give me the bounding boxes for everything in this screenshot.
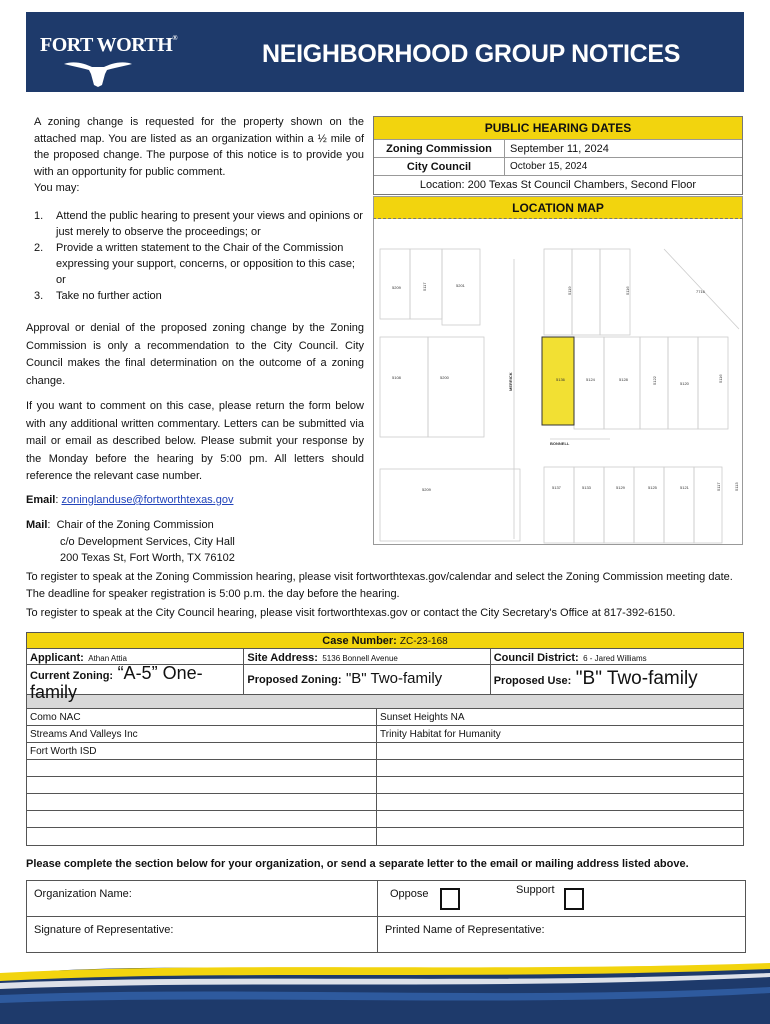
organizations-list — [27, 709, 743, 845]
position-cell — [378, 881, 745, 916]
page-title: NEIGHBORHOOD GROUP NOTICES — [262, 40, 681, 68]
svg-text:5116: 5116 — [718, 374, 723, 383]
svg-text:5128: 5128 — [619, 377, 628, 382]
page-header — [26, 12, 744, 92]
support-checkbox[interactable] — [564, 888, 584, 910]
table-row — [27, 828, 743, 845]
svg-text:5125: 5125 — [648, 485, 657, 490]
svg-text:5113: 5113 — [734, 482, 739, 491]
svg-text:5133: 5133 — [582, 485, 591, 490]
list-item: 1. Attend the public hearing to present your views and opinions or just merely to observe the proceedings; or — [34, 210, 363, 238]
organization-cell: Fort Worth ISD — [27, 743, 377, 759]
table-row — [27, 794, 743, 811]
you-may-label: You may: — [34, 182, 80, 194]
organization-cell — [27, 828, 377, 845]
city-council-row: City Council October 15, 2024 — [374, 158, 742, 176]
list-item: 3. Take no further action — [34, 290, 162, 302]
oppose-checkbox[interactable] — [440, 888, 460, 910]
hearing-dates-table — [373, 116, 743, 195]
svg-text:MERRICK: MERRICK — [508, 372, 513, 391]
case-table — [26, 632, 744, 846]
organization-cell: Como NAC — [27, 709, 377, 725]
location-map-heading: LOCATION MAP — [373, 196, 743, 219]
organization-cell: Trinity Habitat for Humanity — [380, 729, 501, 740]
svg-text:5201: 5201 — [456, 283, 465, 288]
organization-cell — [27, 760, 377, 776]
svg-text:7716: 7716 — [696, 289, 705, 294]
oppose-label: Oppose — [390, 888, 429, 900]
email-line: Email: zoninglanduse@fortworthtexas.gov — [26, 494, 234, 506]
signature-field[interactable]: Signature of Representative: — [27, 917, 378, 953]
grey-divider — [27, 695, 743, 709]
form-row — [27, 881, 745, 917]
organization-cell — [377, 794, 743, 810]
comment-paragraph: If you want to comment on this case, please return the form below with any additional written commentary. Letters can be submitted via mail or email as described below. Please submit your response by the Monday before the hearing by 5:00 pm. All letters should reference the relevant case number. — [26, 400, 364, 482]
register-zoning-text: To register to speak at the Zoning Commission hearing, please visit fortworthtexas.gov/calendar and select the Zoning Commission meeting date. The deadline for speaker registration is 5:00 p.m. the day before the hearing. — [26, 571, 733, 600]
svg-text:5122: 5122 — [652, 376, 657, 385]
organization-cell — [377, 777, 743, 793]
longhorn-icon — [62, 58, 134, 88]
svg-text:5108: 5108 — [392, 375, 401, 380]
organization-name-field[interactable]: Organization Name: — [27, 881, 378, 916]
form-row — [27, 917, 745, 953]
list-item: 2. Provide a written statement to the Chair of the Commission expressing your support, concerns, or opposition to this case; or — [34, 242, 355, 286]
form-instruction: Please complete the section below for your organization, or send a separate letter to the email or mailing address listed above. — [26, 858, 689, 870]
table-row — [27, 726, 743, 743]
response-form — [26, 880, 746, 953]
table-row — [27, 743, 743, 760]
svg-text:5116: 5116 — [625, 286, 630, 295]
support-label: Support — [516, 884, 555, 896]
svg-text:BONNELL: BONNELL — [550, 441, 570, 446]
hearing-location: Location: 200 Texas St Council Chambers, Second Floor — [419, 179, 697, 191]
svg-text:5209: 5209 — [392, 285, 401, 290]
zoning-row: Current Zoning: “A-5” One-family Proposed Zoning: "B" Two-family Proposed Use: "B" Two-family — [27, 665, 743, 695]
zoning-commission-row: Zoning Commission September 11, 2024 — [374, 140, 742, 158]
intro-text — [34, 114, 364, 197]
organization-cell — [27, 777, 377, 793]
svg-text:5117: 5117 — [422, 282, 427, 291]
hearing-heading: PUBLIC HEARING DATES — [374, 117, 742, 140]
svg-text:5209: 5209 — [422, 487, 431, 492]
organization-cell — [377, 760, 743, 776]
case-number-bar: Case Number: ZC-23-168 — [27, 633, 743, 649]
options-list — [34, 208, 364, 304]
svg-text:5120: 5120 — [680, 381, 689, 386]
email-link[interactable]: zoninglanduse@fortworthtexas.gov — [61, 494, 234, 506]
organization-cell — [27, 811, 377, 827]
table-row — [27, 709, 743, 726]
svg-text:5136: 5136 — [556, 377, 565, 382]
intro-paragraph: A zoning change is requested for the property shown on the attached map. You are listed as an organization within a ½ mile of the proposed change. The purpose of this notice is to provide you with an opportunity for public comment. — [34, 116, 364, 178]
map-drawing — [374, 219, 743, 545]
footer-swoosh — [0, 955, 770, 1024]
svg-text:5124: 5124 — [586, 377, 595, 382]
organization-cell — [377, 743, 743, 759]
register-council-text: To register to speak at the City Council hearing, please visit fortworthtexas.gov or contact the City Secretary's Office at 817-392-6150. — [26, 607, 676, 619]
organization-cell — [377, 811, 743, 827]
table-row — [27, 760, 743, 777]
svg-text:5200: 5200 — [440, 375, 449, 380]
table-row — [27, 811, 743, 828]
svg-text:5117: 5117 — [716, 482, 721, 491]
organization-cell: Streams And Valleys Inc — [27, 726, 377, 742]
svg-text:5137: 5137 — [552, 485, 561, 490]
organization-cell — [27, 794, 377, 810]
mail-address: Mail: Chair of the Zoning Commission c/o Development Services, City Hall 200 Texas St, Fort Worth, TX 76102 — [26, 519, 235, 564]
printed-name-field[interactable]: Printed Name of Representative: — [385, 924, 545, 936]
svg-text:5121: 5121 — [680, 485, 689, 490]
svg-text:5119: 5119 — [567, 286, 572, 295]
fort-worth-logo: FORT WORTH® — [40, 34, 178, 56]
organization-cell — [377, 828, 743, 845]
approval-paragraph: Approval or denial of the proposed zoning change by the Zoning Commission is only a recommendation to the City Council. City Council makes the final determination on the outcome of a zoning change. — [26, 322, 364, 387]
organization-cell: Sunset Heights NA — [380, 712, 465, 723]
location-map — [373, 219, 743, 545]
table-row — [27, 777, 743, 794]
svg-text:5129: 5129 — [616, 485, 625, 490]
case-info-row: Applicant: Athan Attia Site Address: 5136 Bonnell Avenue Council District: 6 - Jared Williams — [27, 649, 743, 665]
